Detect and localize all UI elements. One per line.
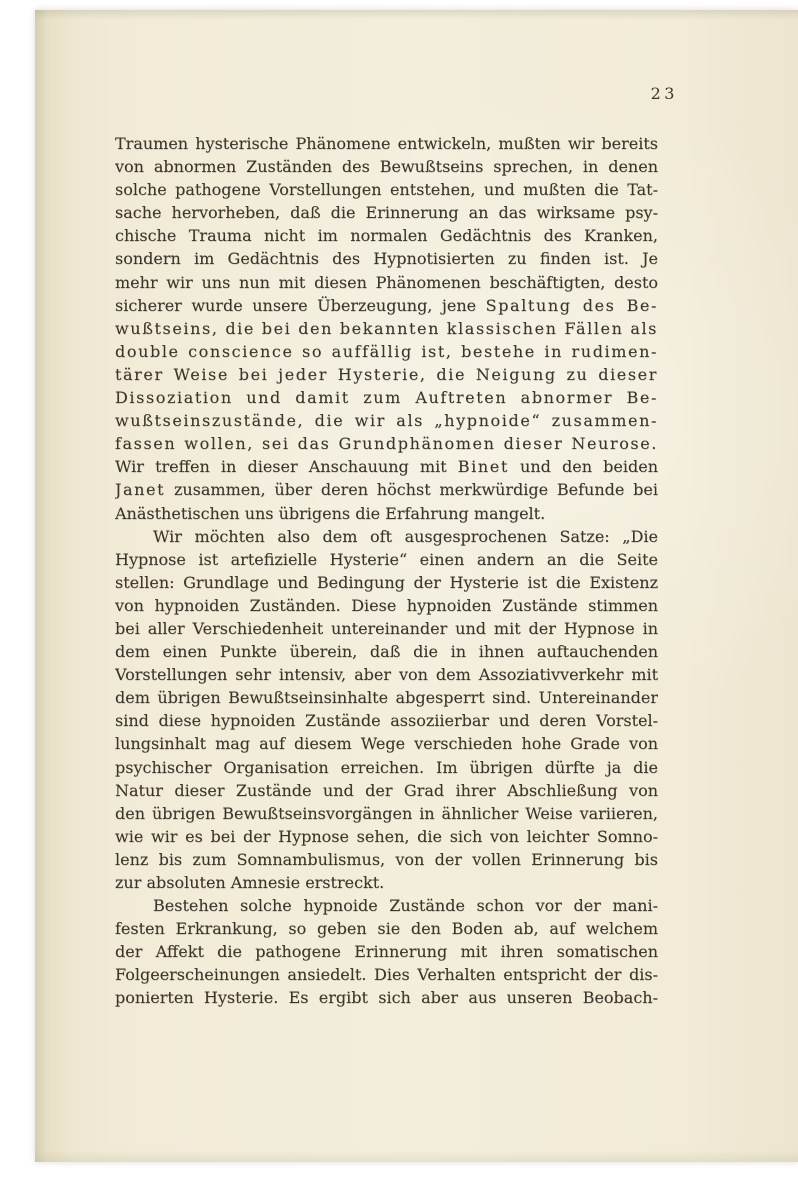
letterspaced-text-segment: wußtseins, die bei den bekannten klassischen Fällen als <box>115 318 658 338</box>
text-segment: solche pathogene Vorstellungen entstehen, und mußten die Tat- <box>115 180 658 200</box>
text-line <box>115 940 658 963</box>
text-line <box>115 247 658 270</box>
text-line <box>115 986 658 1009</box>
text-segment: zur absoluten Amnesie erstreckt. <box>115 873 385 892</box>
text-line <box>115 502 658 525</box>
text-line <box>115 548 658 571</box>
text-line <box>115 201 658 224</box>
text-segment: zusammen, über deren höchst merkwürdige Befunde bei <box>165 480 658 500</box>
text-line <box>115 409 658 432</box>
text-segment: der Affekt die pathogene Erinnerung mit ihren somatischen <box>115 942 658 962</box>
text-line <box>115 525 658 548</box>
text-line <box>115 155 658 178</box>
text-segment: Wir treffen in dieser Anschauung mit <box>115 457 458 477</box>
letterspaced-text-segment: Binet <box>457 457 509 477</box>
text-segment: ponierten Hysterie. Es ergibt sich aber aus unseren Beobach- <box>115 988 658 1008</box>
text-line <box>115 663 658 686</box>
text-segment: Anästhetischen uns übrigens die Erfahrung mangelt. <box>115 503 546 523</box>
text-line <box>115 432 658 455</box>
text-segment: bei aller Verschiedenheit untereinander und mit der Hypnose in <box>115 618 658 638</box>
letterspaced-text-segment: wußtseinszustände, die wir als „hypnoide“ zusammen- <box>115 411 658 431</box>
text-line <box>115 478 658 501</box>
letterspaced-text-segment: Spaltung des Be- <box>485 295 658 315</box>
text-segment: sicherer wurde unsere Überzeugung, jene <box>115 295 486 315</box>
text-line <box>115 963 658 986</box>
book-page <box>35 10 798 1162</box>
text-line <box>115 571 658 594</box>
text-segment: lungsinhalt mag auf diesem Wege verschieden hohe Grade von <box>115 734 658 754</box>
text-segment: und den beiden <box>508 457 658 477</box>
text-segment: festen Erkrankung, so geben sie den Boden ab, auf welchem <box>115 919 658 939</box>
text-segment: Bestehen solche hypnoide Zustände schon vor der mani- <box>153 896 658 916</box>
page-number: 23 <box>650 84 678 103</box>
text-segment: von hypnoiden Zuständen. Diese hypnoiden Zustände stimmen <box>115 595 658 615</box>
text-line <box>115 917 658 940</box>
text-segment: sind diese hypnoiden Zustände assoziierbar und deren Vorstel- <box>115 711 658 731</box>
text-segment: dem einen Punkte überein, daß die in ihnen auftauchenden <box>115 642 658 662</box>
text-line <box>115 294 658 317</box>
text-segment: psychischer Organisation erreichen. Im übrigen dürfte ja die <box>115 757 658 777</box>
text-segment: chische Trauma nicht im normalen Gedächtnis des Kranken, <box>115 226 658 246</box>
text-segment: sache hervorheben, daß die Erinnerung an das wirksame psy- <box>115 203 658 223</box>
text-segment: Hypnose ist artefizielle Hysterie“ einen andern an die Seite <box>115 549 658 569</box>
text-segment: stellen: Grundlage und Bedingung der Hysterie ist die Existenz <box>115 572 658 592</box>
text-line <box>115 756 658 779</box>
text-line <box>115 779 658 802</box>
text-segment: mehr wir uns nun mit diesen Phänomenen beschäftigten, desto <box>115 272 658 292</box>
letterspaced-text-segment: Dissoziation und damit zum Auftreten abnormer Be- <box>115 388 658 408</box>
text-segment: von abnormen Zuständen des Bewußtseins sprechen, in denen <box>115 157 658 177</box>
letterspaced-text-segment: double conscience so auffällig ist, bestehe in rudimen- <box>115 341 658 361</box>
text-line <box>115 709 658 732</box>
text-segment: dem übrigen Bewußtseinsinhalte abgesperrt sind. Untereinander <box>115 688 658 708</box>
letterspaced-text-segment: tärer Weise bei jeder Hysterie, die Neigung zu dieser <box>115 364 658 384</box>
page-text-block <box>115 132 658 1010</box>
text-segment: Traumen hysterische Phänomene entwickeln, mußten wir bereits <box>115 134 658 153</box>
text-line <box>115 340 658 363</box>
text-segment: lenz bis zum Somnambulismus, von der vollen Erinnerung bis <box>115 849 658 869</box>
letterspaced-text-segment: Janet <box>115 480 166 500</box>
text-line <box>115 594 658 617</box>
text-line <box>115 617 658 640</box>
letterspaced-text-segment: fassen wollen, sei das Grundphänomen dieser Neurose. <box>115 434 658 454</box>
text-line <box>115 894 658 917</box>
text-line <box>115 640 658 663</box>
text-line <box>115 132 658 155</box>
text-line <box>115 686 658 709</box>
text-segment: wie wir es bei der Hypnose sehen, die sich von leichter Somno- <box>115 826 658 846</box>
text-segment: den übrigen Bewußtseinsvorgängen in ähnlicher Weise variieren, <box>115 803 658 823</box>
text-segment: Vorstellungen sehr intensiv, aber von dem Assoziativverkehr mit <box>115 665 658 685</box>
text-line <box>115 825 658 848</box>
text-segment: Wir möchten also dem oft ausgesprochenen Satze: „Die <box>153 526 658 546</box>
text-line <box>115 848 658 871</box>
text-segment: sondern im Gedächtnis des Hypnotisierten zu finden ist. Je <box>115 249 658 269</box>
text-line <box>115 871 658 894</box>
text-segment: Natur dieser Zustände und der Grad ihrer Abschließung von <box>115 780 658 800</box>
text-line <box>115 363 658 386</box>
text-line <box>115 317 658 340</box>
text-line <box>115 455 658 478</box>
text-line <box>115 802 658 825</box>
text-line <box>115 178 658 201</box>
text-line <box>115 732 658 755</box>
text-line <box>115 271 658 294</box>
text-line <box>115 224 658 247</box>
text-segment: Folgeerscheinungen ansiedelt. Dies Verhalten entspricht der dis- <box>115 965 658 985</box>
text-line <box>115 386 658 409</box>
